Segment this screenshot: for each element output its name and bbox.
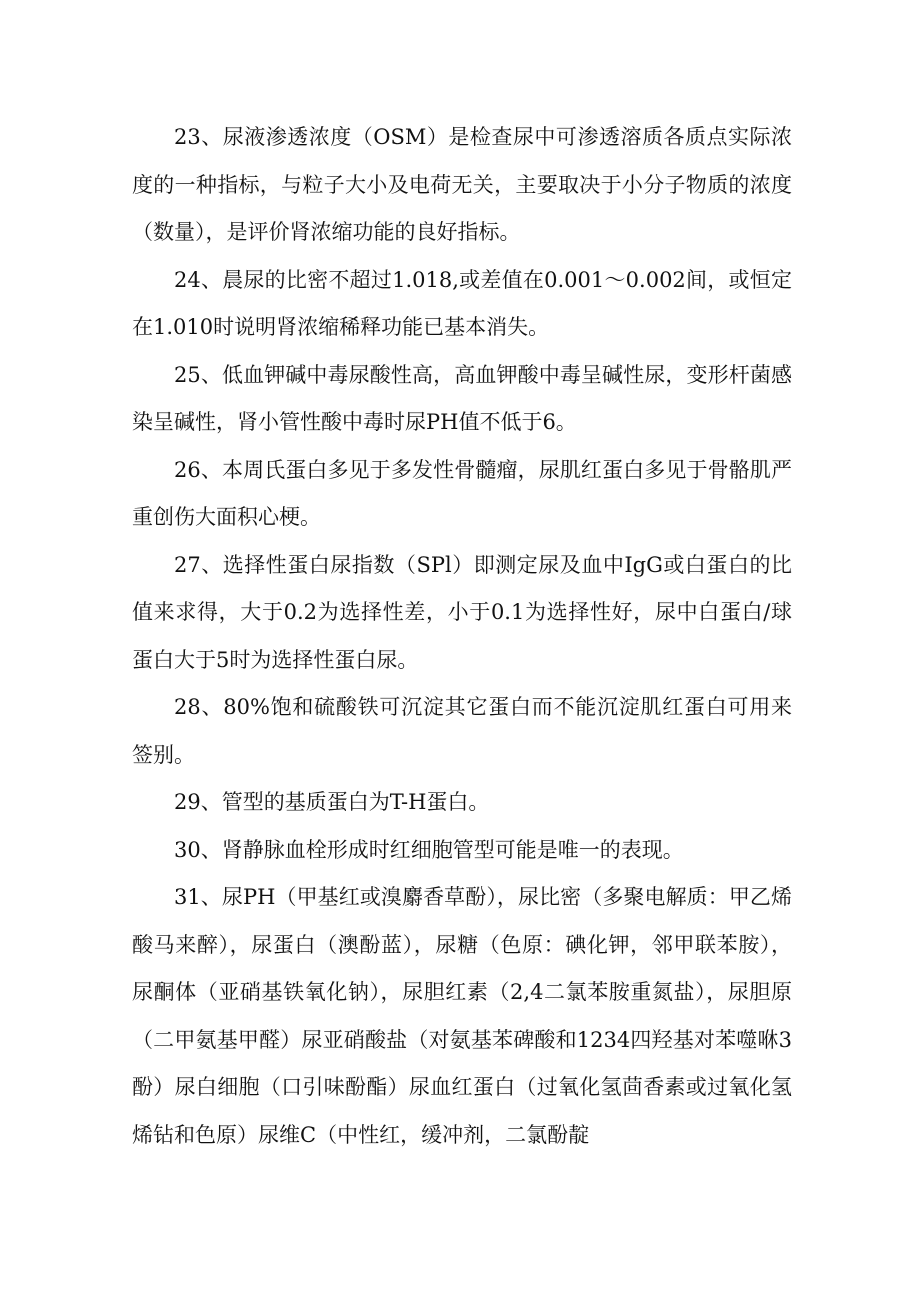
paragraph-27: 27、选择性蛋白尿指数（SPl）即测定尿及血中IgG或白蛋白的比值来求得，大于0.2为选择性差，小于0.1为选择性好，尿中白蛋白/球蛋白大于5时为选择性蛋白尿。 [132, 552, 792, 672]
document-body [132, 114, 792, 1159]
paragraph-23: 23、尿液渗透浓度（OSM）是检查尿中可渗透溶质各质点实际浓度的一种指标，与粒子大小及电荷无关，主要取决于小分子物质的浓度（数量），是评价肾浓缩功能的良好指标。 [132, 125, 792, 244]
paragraph-31: 31、尿PH（甲基红或溴麝香草酚），尿比密（多聚电解质：甲乙烯酸马来醉），尿蛋白（澳酚蓝），尿糖（色原：碘化钾，邻甲联苯胺），尿酮体（亚硝基铁氧化钠），尿胆红素（2,4二氯苯胺重氮盐），尿胆原（二甲氨基甲醛）尿亚硝酸盐（对氨基苯碑酸和1234四羟基对苯噬咻3酚）尿白细胞（口引味酚酯）尿血红蛋白（过氧化氢茴香素或过氧化氢烯钻和色原）尿维C（中性红，缓冲剂，二氯酚靛 [132, 885, 792, 1147]
paragraph-30: 30、肾静脉血栓形成时红细胞管型可能是唯一的表现。 [174, 837, 684, 862]
paragraph-24: 24、晨尿的比密不超过1.018,或差值在0.001～0.002间，或恒定在1.010时说明肾浓缩稀释功能已基本消失。 [132, 267, 792, 339]
paragraph-26: 26、本周氏蛋白多见于多发性骨髓瘤，尿肌红蛋白多见于骨骼肌严重创伤大面积心梗。 [132, 457, 792, 529]
paragraph-28: 28、80%饱和硫酸铁可沉淀其它蛋白而不能沉淀肌红蛋白可用来签别。 [132, 695, 792, 767]
paragraph-25: 25、低血钾碱中毒尿酸性高，高血钾酸中毒呈碱性尿，变形杆菌感染呈碱性，肾小管性酸中毒时尿PH值不低于6。 [132, 362, 792, 434]
paragraph-29: 29、管型的基质蛋白为T-H蛋白。 [174, 790, 490, 814]
